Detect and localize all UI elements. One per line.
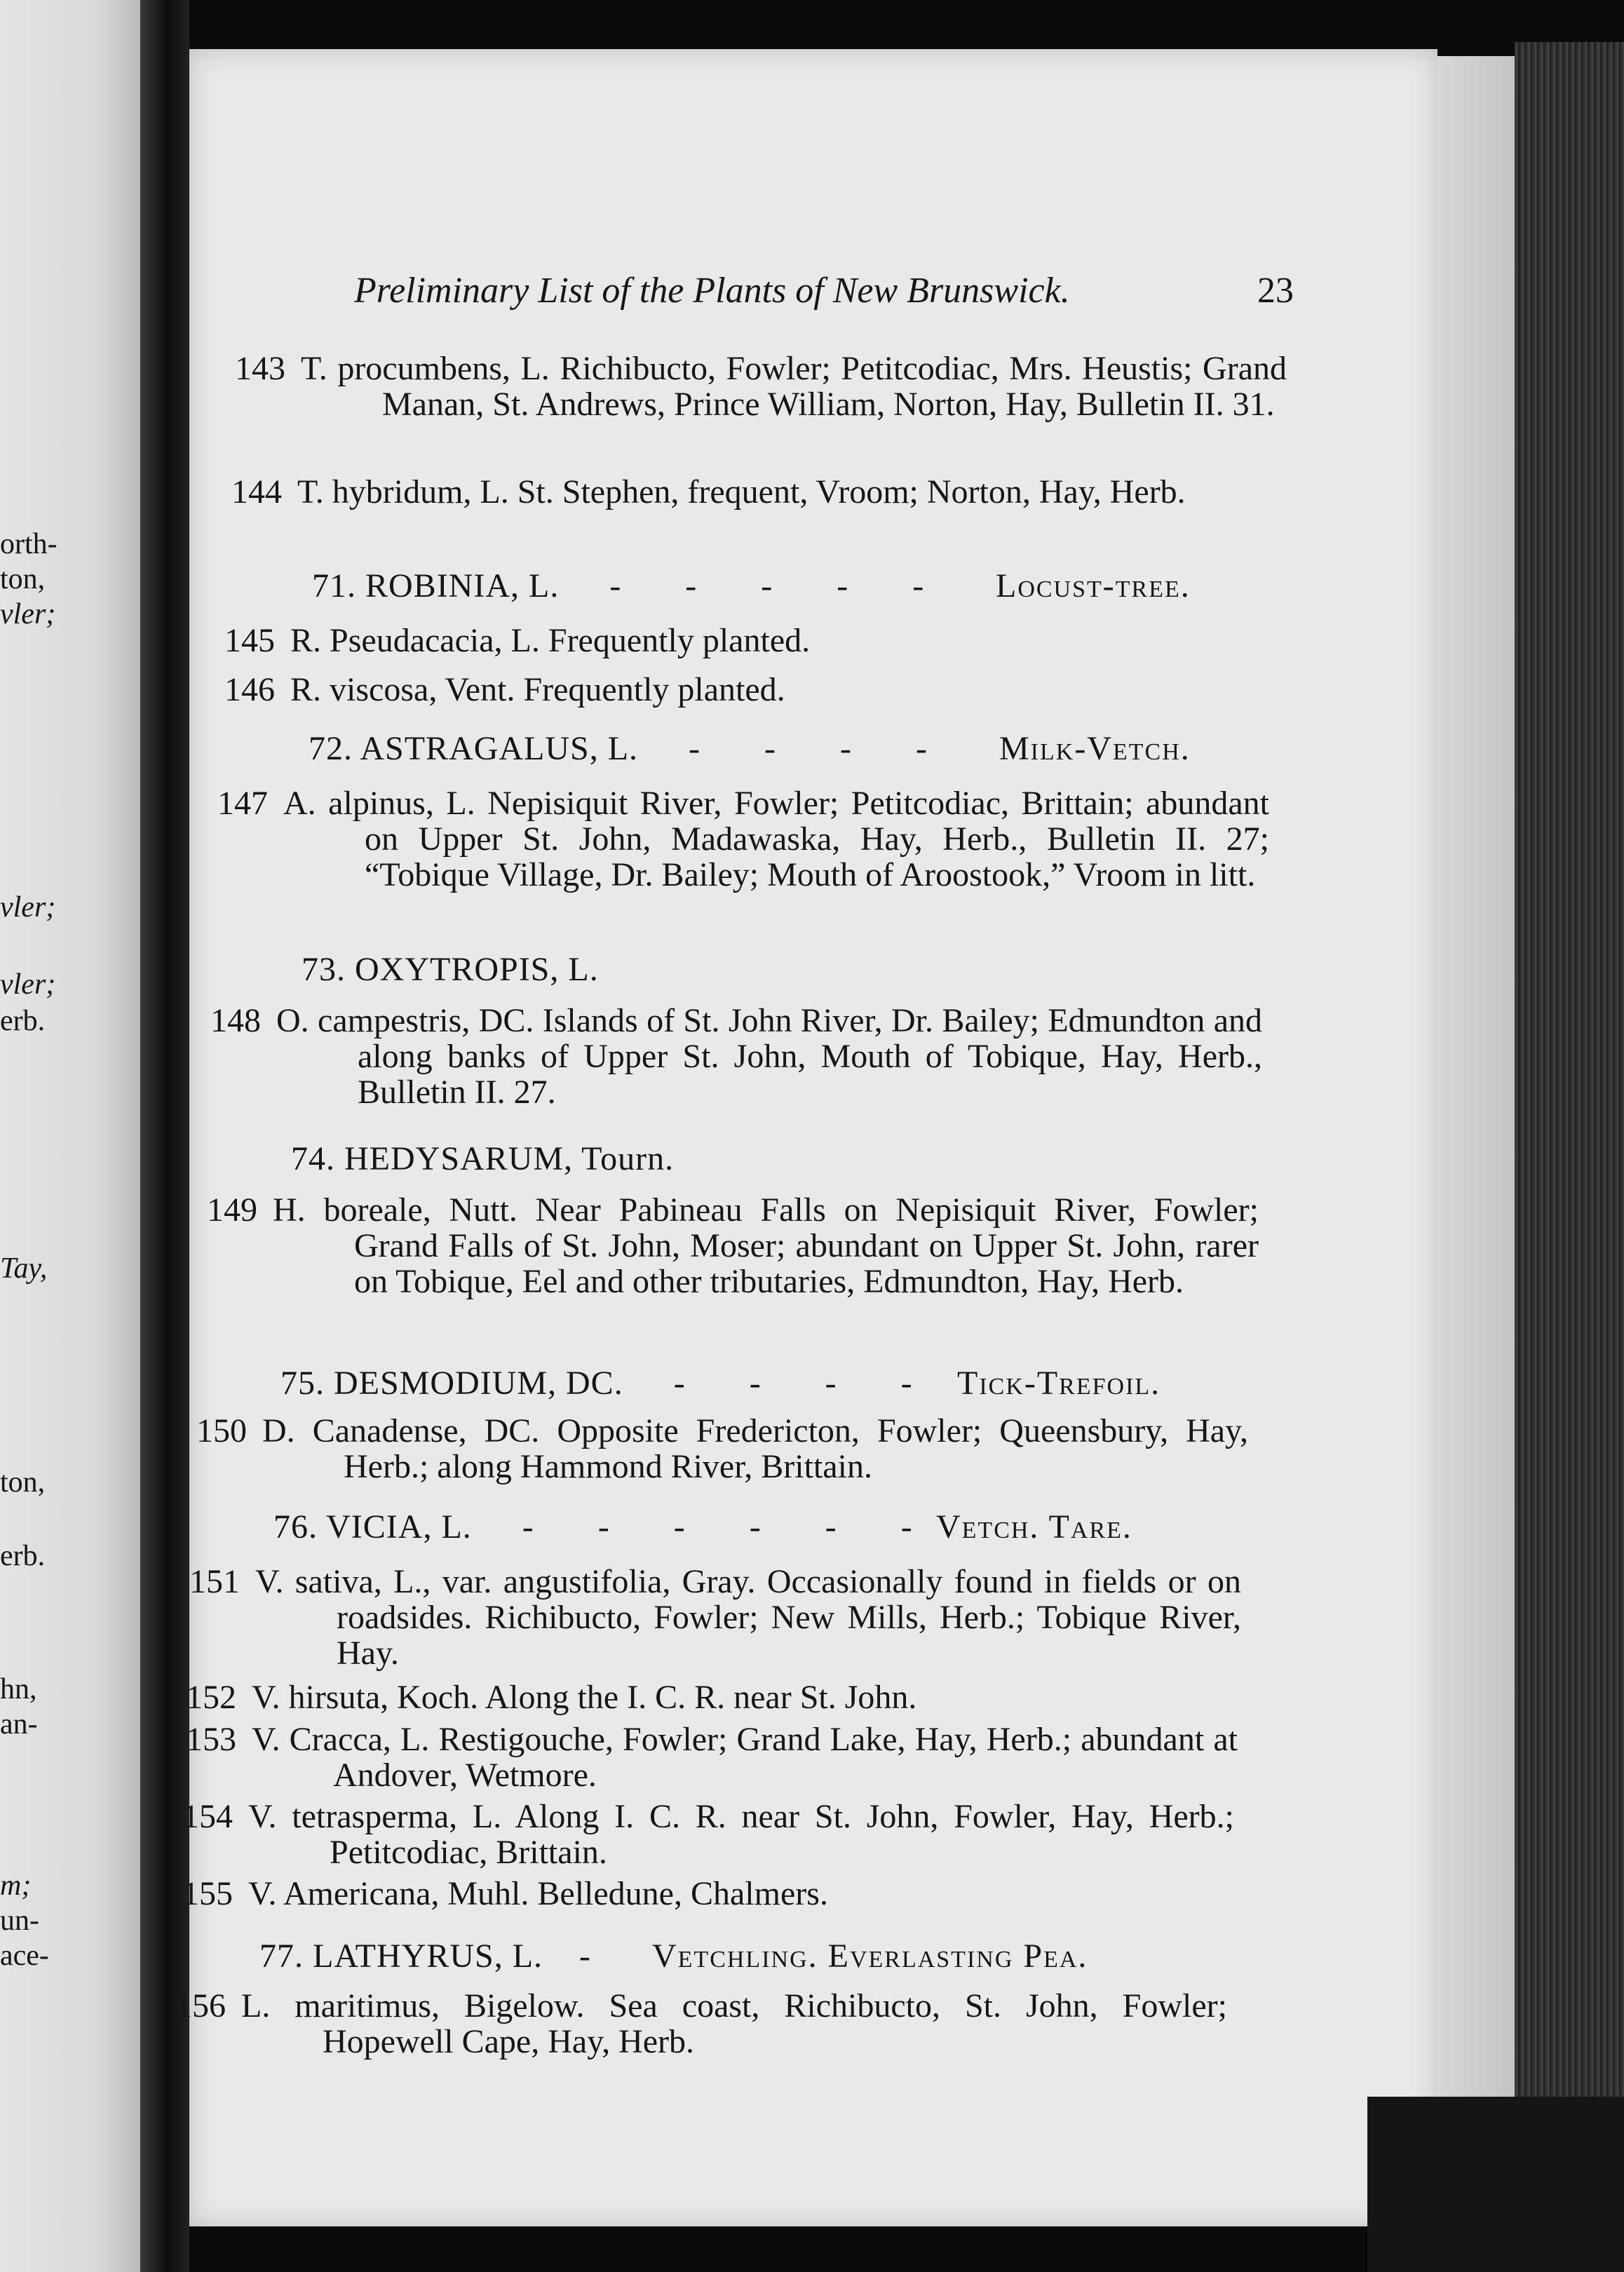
entry-text: T. procumbens, L. Richibucto, Fowler; Petitcodiac, Mrs. Heustis; Grand Manan, St. Andrews, Prince William, Norton, Hay, Bulletin II. 31. [301,350,1287,423]
entry-number: 151 [189,1563,240,1600]
running-title: Preliminary List of the Plants of New Brunswick. [354,271,1070,311]
genus-heading [280,1364,1161,1403]
entry-number: 143 [235,350,285,387]
entry-text: D. Canadense, DC. Opposite Fredericton, Fowler; Queensbury, Hay, Herb.; along Hammond River, Brittain. [262,1412,1248,1485]
left-page-fragment: hn, [0,1673,37,1705]
left-page-fragment: orth- [0,528,57,560]
entry-number: 156 [175,1987,226,2024]
entry-text: V. hirsuta, Koch. Along the I. C. R. near St. John. [252,1679,917,1716]
left-page-fragment: un- [0,1905,39,1937]
genus-name: 76. VICIA, L. [273,1508,472,1546]
species-entry [224,671,1276,708]
common-name: Locust-tree. [996,567,1191,604]
entry-number: 153 [186,1721,236,1758]
species-entry [224,622,1276,659]
genus-name: 72. ASTRAGALUS, L. [309,730,639,767]
left-page-fragment: m; [0,1869,32,1902]
entry-number: 145 [224,622,275,659]
genus-name: 71. ROBINIA, L. [312,567,560,604]
species-entry [175,1987,1227,2060]
entry-number: 152 [186,1679,236,1716]
entry-text: V. sativa, L., var. angustifolia, Gray. Occasionally found in fields or on roadsides. Richibucto, Fowler; New Mills, Herb.; Tobique River, Hay. [255,1563,1241,1672]
entry-number: 150 [196,1412,247,1449]
entry-text: T. hybridum, L. St. Stephen, frequent, Vroom; Norton, Hay, Herb. [297,473,1186,510]
species-entry [189,1563,1241,1672]
entry-text: H. boreale, Nutt. Near Pabineau Falls on Nepisiquit River, Fowler; Grand Falls of St. John, Moser; abundant on Upper St. John, rarer on Tobique, Eel and other tributaries, Edmundton, Hay, Herb. [273,1191,1259,1300]
species-entry [182,1875,1234,1912]
left-page-fragment: an- [0,1708,38,1740]
left-page-fragment: vler; [0,891,56,924]
genus-heading [312,567,1191,606]
genus-heading [309,729,1191,769]
left-page-fragment: Tay, [0,1252,48,1285]
entry-text: O. campestris, DC. Islands of St. John River, Dr. Bailey; Edmundton and along banks of Upper St. John, Mouth of Tobique, Hay, Herb., Bulletin II. 27. [276,1002,1262,1111]
entry-text: R. viscosa, Vent. Frequently planted. [290,671,785,708]
leader-dashes: - [579,1938,618,1975]
leader-dashes: - - - - - [609,567,952,604]
species-entry [210,1002,1262,1111]
entry-number: 149 [207,1191,257,1229]
left-page-fragment: erb. [0,1005,46,1037]
left-page-fragment: vler; [0,968,56,1001]
left-page-fragment: ace- [0,1940,49,1972]
species-entry [182,1798,1234,1871]
genus-heading [273,1508,1132,1547]
entry-number: 144 [231,473,282,510]
genus-name: 73. OXYTROPIS, L. [302,951,599,988]
species-entry [196,1412,1248,1485]
species-entry [186,1721,1238,1794]
genus-name: 77. LATHYRUS, L. [259,1938,543,1975]
entry-text: A. alpinus, L. Nepisiquit River, Fowler; Petitcodiac, Brittain; abundant on Upper St. John, Madawaska, Hay, Herb., Bulletin II. 27; “Tobique Village, Dr. Bailey; Mouth of Aroostook,” Vroom in litt. [283,785,1269,893]
page-number: 23 [1257,271,1294,311]
common-name: Milk-Vetch. [999,730,1191,767]
left-page-fragment: vler; [0,598,56,630]
species-entry [235,350,1287,423]
leader-dashes: - - - - [673,1365,940,1402]
species-entry [231,473,1283,510]
entry-text: V. Cracca, L. Restigouche, Fowler; Grand Lake, Hay, Herb.; abundant at Andover, Wetmore. [252,1721,1238,1794]
common-name: Vetch. Tare. [936,1508,1132,1546]
genus-heading [291,1140,674,1179]
species-entry [186,1679,1238,1716]
leader-dashes: - - - - [689,730,955,767]
leader-dashes: - - - - - - [522,1508,940,1546]
genus-name: 75. DESMODIUM, DC. [280,1365,623,1402]
common-name: Vetchling. Everlasting Pea. [652,1938,1088,1975]
genus-name: 74. HEDYSARUM, Tourn. [291,1140,675,1177]
entry-text: V. tetrasperma, L. Along I. C. R. near St. John, Fowler, Hay, Herb.; Petitcodiac, Brittain. [248,1798,1234,1871]
common-name: Tick-Trefoil. [957,1365,1161,1402]
entry-text: R. Pseudacacia, L. Frequently planted. [290,622,811,659]
genus-heading [259,1937,1088,1976]
entry-number: 154 [182,1798,233,1835]
entry-number: 147 [217,785,268,822]
entry-number: 148 [210,1002,261,1039]
genus-heading [302,950,599,989]
left-page-fragment: erb. [0,1540,46,1572]
left-page-fragment: ton, [0,1466,46,1499]
left-page-fragment: ton, [0,563,46,595]
species-entry [217,785,1269,893]
entry-number: 155 [182,1875,233,1912]
entry-number: 146 [224,671,275,708]
species-entry [207,1191,1259,1300]
entry-text: V. Americana, Muhl. Belledune, Chalmers. [248,1875,828,1912]
entry-text: L. maritimus, Bigelow. Sea coast, Richibucto, St. John, Fowler; Hopewell Cape, Hay, Herb. [241,1987,1227,2060]
